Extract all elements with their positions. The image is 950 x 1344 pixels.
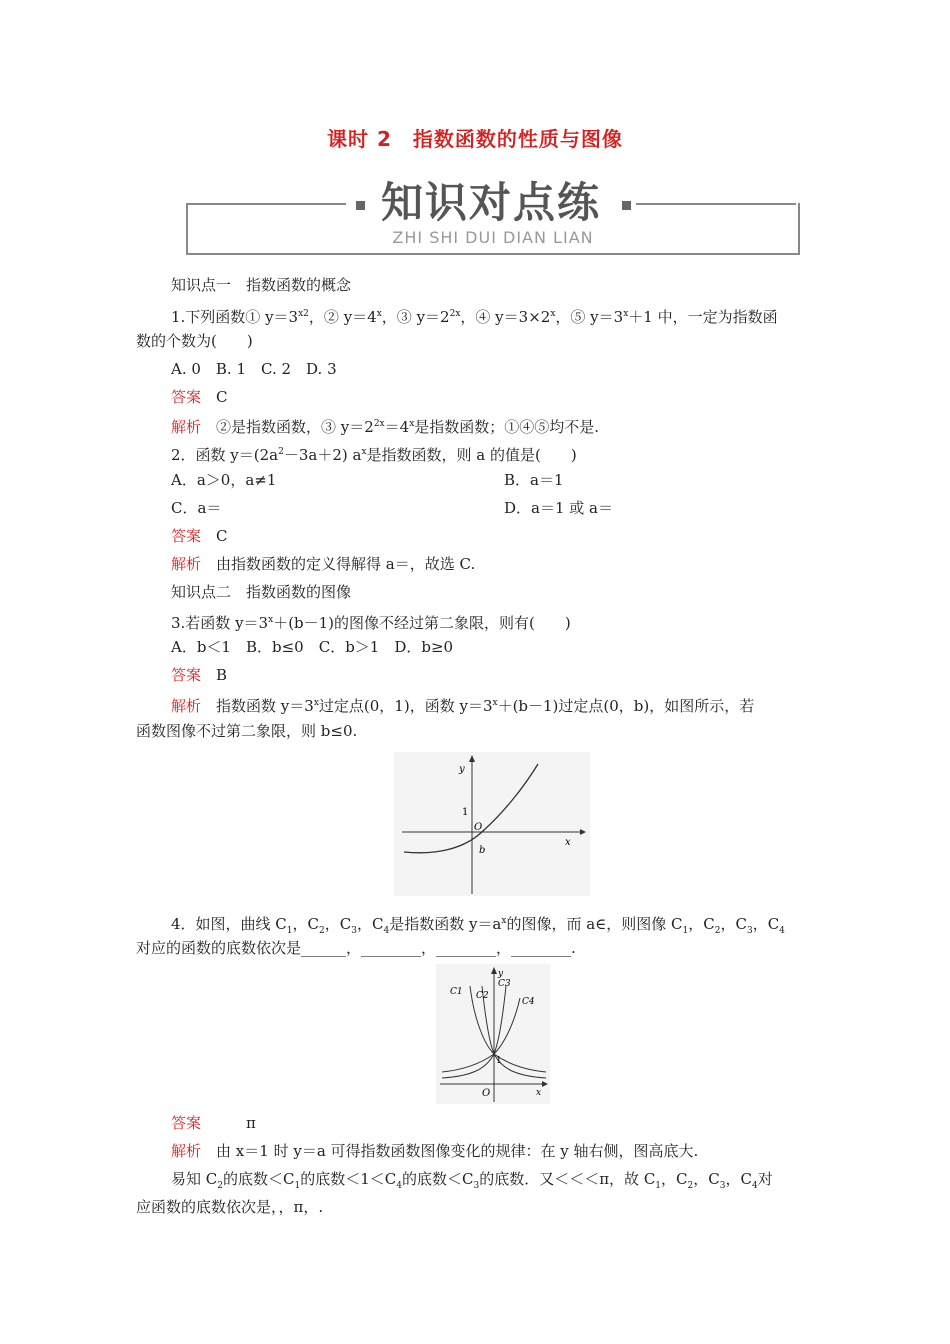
c2-label: C2: [476, 991, 489, 1001]
question-4-line2: 对应的函数的底数依次是______，________，________，________.: [136, 939, 576, 957]
analysis-label: 解析: [171, 418, 202, 436]
tick-one-label: 1: [496, 1056, 502, 1066]
question-1-options: A. 0 B. 1 C. 2 D. 3: [171, 360, 337, 378]
page-title: 课时 2 指数函数的性质与图像: [327, 127, 623, 151]
answer-label: 答案: [171, 527, 202, 545]
question-3-answer: 答案 B: [171, 666, 228, 684]
question-4-analysis-line2: 易知 $C_2$的底数$<C_1$的底数$<1<C_4$的底数$<C_3$的底数．又＜＜＜π，故 $C_1$，$C_2$，$C_3$，$C_4$对: [171, 1170, 773, 1191]
question-1-line2: 数的个数为( ): [136, 332, 253, 350]
origin-label: O: [474, 822, 483, 833]
question-2-analysis: 解析 由指数函数的定义得解得 a＝，故选 C.: [171, 555, 476, 573]
x-axis-label: x: [565, 837, 571, 848]
banner-title: 知识对点练: [380, 178, 601, 227]
banner-line-left: [186, 203, 346, 205]
section-heading-1: 知识点一 指数函数的概念: [171, 276, 352, 294]
question-3: 3.若函数 $y=3^x+(b-1)$的图像不经过第二象限，则有( ): [171, 614, 571, 632]
c1-label: C1: [450, 987, 463, 997]
question-3-analysis: 解析 指数函数 $y=3^x$过定点(0，1)，函数 $y=3^x+(b-1)$过定点(0，b)，如图所示，若: [171, 697, 755, 715]
section-heading-2: 知识点二 指数函数的图像: [171, 583, 352, 601]
question-4-graph: [436, 964, 550, 1104]
tick-one-label: 1: [462, 807, 469, 818]
c4-label: C4: [522, 997, 535, 1007]
question-1-analysis: 解析 ②是指数函数，③ $y=2^{2x}=4^x$是指数函数；①④⑤均不是.: [171, 418, 600, 436]
analysis-label: 解析: [171, 697, 202, 715]
answer-label: 答案: [171, 666, 202, 684]
question-2-option-c: C．a＝: [171, 499, 222, 517]
c3-label: C3: [498, 979, 511, 989]
question-2-option-b: B．a＝1: [504, 471, 564, 489]
y-axis-label: y: [498, 969, 504, 979]
b-label: b: [479, 845, 486, 856]
banner-line-right: [636, 203, 796, 205]
question-2-option-d: D．a＝1 或 a＝: [504, 499, 613, 517]
question-3-graph: [394, 752, 590, 896]
question-4-analysis-line3: 应函数的底数依次是，，π，.: [136, 1198, 324, 1216]
question-4-answer: 答案 π: [171, 1114, 256, 1132]
origin-label: O: [482, 1088, 491, 1099]
graph-background: [436, 964, 550, 1104]
x-axis-label: x: [536, 1088, 542, 1098]
question-1: 1.下列函数① $y=3^{x2}$，② $y=4^x$，③ $y=2^{2x}$，④ $y=3\times 2^x$，⑤ $y=3^x+1$ 中，一定为指数函: [171, 308, 778, 326]
question-1-answer: 答案 C: [171, 388, 228, 406]
question-4-analysis: 解析 由 x＝1 时 y＝a 可得指数函数图像变化的规律：在 y 轴右侧，图高底大.: [171, 1142, 699, 1160]
question-2: 2．函数 $y=(2a^2-3a+2)$ $a^x$是指数函数，则 a 的值是( ): [171, 446, 577, 464]
question-4: 4．如图，曲线 $C_1$，$C_2$，$C_3$，$C_4$是指数函数 $y=a^x$的图像，而 a∈，则图像 $C_1$，$C_2$，$C_3$，$C_4$: [171, 915, 785, 936]
question-2-answer: 答案 C: [171, 527, 228, 545]
analysis-label: 解析: [171, 1142, 202, 1160]
question-3-analysis-line2: 函数图像不过第二象限，则 b≤0.: [136, 722, 358, 740]
y-axis-label: y: [459, 764, 465, 775]
analysis-label: 解析: [171, 555, 202, 573]
graph-background: [394, 752, 590, 896]
question-3-options: A．b＜1 B．b≤0 C．b＞1 D．b≥0: [171, 638, 454, 656]
question-2-option-a: A．a＞0，a≠1: [171, 471, 277, 489]
answer-label: 答案: [171, 1114, 202, 1132]
answer-label: 答案: [171, 388, 202, 406]
banner-subtitle: ZHI SHI DUI DIAN LIAN: [392, 228, 594, 247]
